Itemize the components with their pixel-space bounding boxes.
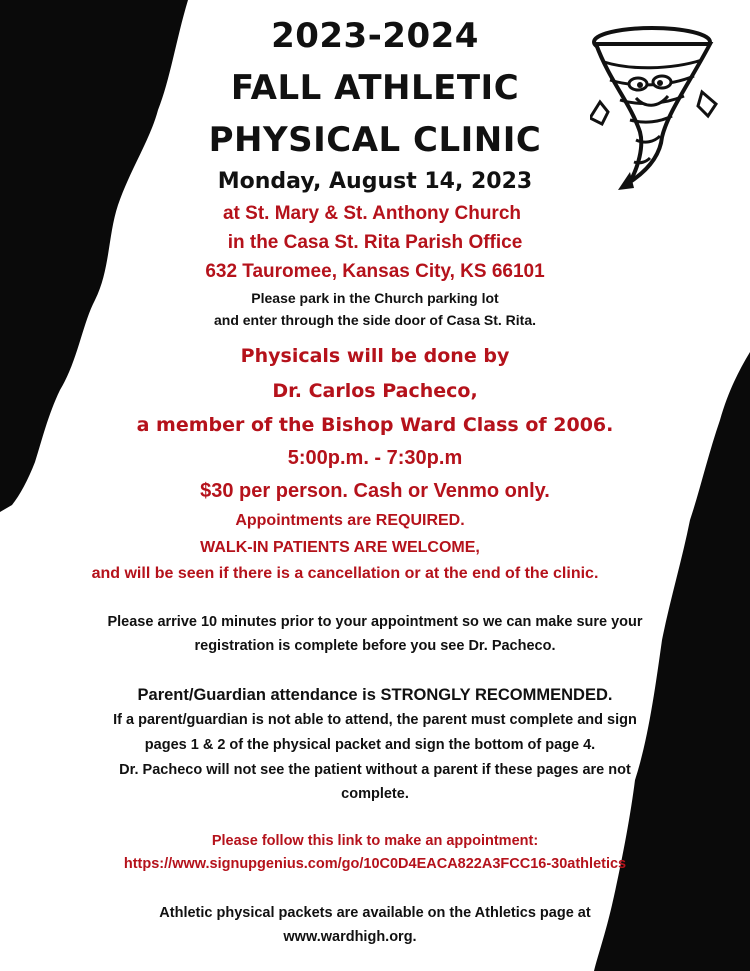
arrive-line-1: Please arrive 10 minutes prior to your appointment so we can make sure your: [107, 614, 643, 630]
guardian-line-3: Dr. Pacheco will not see the patient without a parent if these pages are not: [119, 762, 631, 778]
doctor-line-1: Physicals will be done by: [240, 345, 510, 367]
location-line-1: at St. Mary & St. Anthony Church: [222, 203, 522, 224]
title-year: 2023-2024: [271, 16, 479, 56]
address: 632 Tauromee, Kansas City, KS 66101: [205, 261, 545, 282]
packets-line-1: Athletic physical packets are available on the Athletics page at: [159, 905, 591, 921]
walk-in-welcome: WALK-IN PATIENTS ARE WELCOME,: [200, 539, 480, 556]
doctor-line-3: a member of the Bishop Ward Class of 2006.: [136, 414, 614, 436]
guardian-line-2: pages 1 & 2 of the physical packet and sign the bottom of page 4.: [144, 737, 596, 753]
location-line-2: in the Casa St. Rita Parish Office: [227, 232, 523, 253]
walk-in-note: and will be seen if there is a cancellation or at the end of the clinic.: [91, 565, 599, 582]
event-date: Monday, August 14, 2023: [217, 169, 533, 194]
guardian-heading: Parent/Guardian attendance is STRONGLY RECOMMENDED.: [137, 686, 613, 704]
packets-website[interactable]: www.wardhigh.org.: [283, 929, 417, 945]
arrive-line-2: registration is complete before you see Dr. Pacheco.: [194, 638, 556, 654]
guardian-line-4: complete.: [341, 786, 409, 802]
appointments-required: Appointments are REQUIRED.: [235, 512, 465, 529]
signup-link[interactable]: https://www.signupgenius.com/go/10C0D4EACA822A3FCC16-30athletics: [123, 856, 627, 872]
right-torn-edge: [594, 352, 750, 971]
parking-line-1: Please park in the Church parking lot: [251, 290, 499, 306]
parking-line-2: and enter through the side door of Casa St. Rita.: [213, 312, 537, 328]
title-fall-athletic: FALL ATHLETIC: [230, 68, 520, 108]
title-physical-clinic: PHYSICAL CLINIC: [208, 120, 542, 160]
guardian-line-1: If a parent/guardian is not able to attend, the parent must complete and sign: [113, 712, 637, 728]
clinic-price: $30 per person. Cash or Venmo only.: [200, 480, 550, 502]
clinic-time: 5:00p.m. - 7:30p.m: [287, 447, 463, 469]
doctor-line-2: Dr. Carlos Pacheco,: [272, 380, 478, 402]
link-intro: Please follow this link to make an appointment:: [211, 833, 539, 849]
